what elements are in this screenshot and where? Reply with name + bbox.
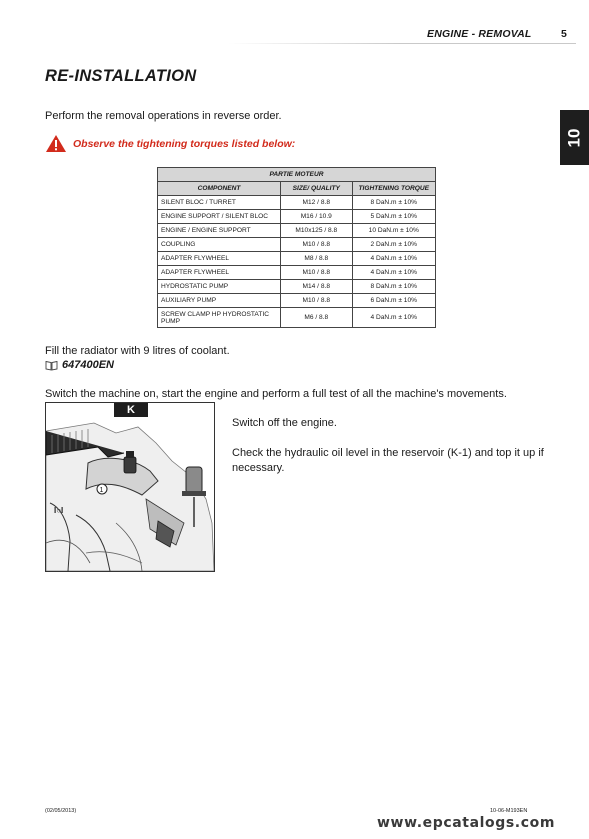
table-row	[158, 224, 436, 238]
cell-component: ADAPTER FLYWHEEL	[158, 266, 281, 280]
cell-size: M8 / 8.8	[281, 252, 352, 266]
test-text: Switch the machine on, start the engine and perform a full test of all the machine's movements.	[45, 388, 507, 400]
cell-torque: 8 DaN.m ± 10%	[352, 196, 435, 210]
torque-table	[157, 167, 436, 328]
cell-size: M10 / 8.8	[281, 266, 352, 280]
cell-size: M10 / 8.8	[281, 238, 352, 252]
cell-torque: 4 DaN.m ± 10%	[352, 252, 435, 266]
warning-text: Observe the tightening torques listed below:	[73, 137, 296, 150]
header-title: ENGINE - REMOVAL	[427, 28, 532, 40]
column-header-component: COMPONENT	[158, 182, 281, 196]
cell-torque: 4 DaN.m ± 10%	[352, 308, 435, 328]
figure-symbol: I○I	[54, 506, 64, 515]
cell-component: AUXILIARY PUMP	[158, 294, 281, 308]
cell-size: M6 / 8.8	[281, 308, 352, 328]
table-row	[158, 210, 436, 224]
column-header-torque: TIGHTENING TORQUE	[352, 182, 435, 196]
instruction-switch-off: Switch off the engine.	[232, 417, 337, 429]
cell-size: M10 / 8.8	[281, 294, 352, 308]
cell-component: SCREW CLAMP HP HYDROSTATIC PUMP	[158, 308, 281, 328]
cell-size: M12 / 8.8	[281, 196, 352, 210]
header-rule-fade	[228, 43, 400, 44]
machine-drawing	[46, 403, 214, 571]
reference-code: 647400EN	[62, 359, 114, 371]
cell-torque: 5 DaN.m ± 10%	[352, 210, 435, 224]
figure-label: K	[114, 403, 148, 417]
chapter-tab	[560, 110, 589, 165]
intro-text: Perform the removal operations in reverse order.	[45, 110, 282, 122]
cell-torque: 8 DaN.m ± 10%	[352, 280, 435, 294]
cell-size: M10x125 / 8.8	[281, 224, 352, 238]
table-row	[158, 196, 436, 210]
cell-component: COUPLING	[158, 238, 281, 252]
cell-component: SILENT BLOC / TURRET	[158, 196, 281, 210]
cell-component: ADAPTER FLYWHEEL	[158, 252, 281, 266]
page-number: 5	[561, 28, 567, 40]
cell-component: HYDROSTATIC PUMP	[158, 280, 281, 294]
table-row	[158, 294, 436, 308]
book-icon	[45, 360, 58, 371]
coolant-text: Fill the radiator with 9 litres of coolant.	[45, 345, 230, 357]
table-row	[158, 280, 436, 294]
warning-notice	[45, 134, 295, 153]
cell-component: ENGINE / ENGINE SUPPORT	[158, 224, 281, 238]
table-row	[158, 252, 436, 266]
header-rule	[400, 43, 576, 44]
cell-component: ENGINE SUPPORT / SILENT BLOC	[158, 210, 281, 224]
warning-triangle-icon	[45, 134, 67, 153]
figure-k	[45, 402, 215, 572]
chapter-number: 10	[564, 128, 584, 147]
cell-size: M16 / 10.9	[281, 210, 352, 224]
instruction-check-oil: Check the hydraulic oil level in the reservoir (K-1) and top it up if necessary.	[232, 447, 544, 474]
cell-size: M14 / 8.8	[281, 280, 352, 294]
table-row	[158, 238, 436, 252]
cell-torque: 10 DaN.m ± 10%	[352, 224, 435, 238]
footer-code: 10-06-M193EN	[490, 808, 528, 814]
section-title: RE-INSTALLATION	[45, 67, 197, 85]
cell-torque: 4 DaN.m ± 10%	[352, 266, 435, 280]
column-header-size: SIZE/ QUALITY	[281, 182, 352, 196]
cell-torque: 2 DaN.m ± 10%	[352, 238, 435, 252]
table-row	[158, 266, 436, 280]
table-row	[158, 308, 436, 328]
cell-torque: 6 DaN.m ± 10%	[352, 294, 435, 308]
watermark-link[interactable]: www.epcatalogs.com	[377, 815, 556, 831]
footer-date: (02/05/2013)	[45, 808, 77, 814]
figure-callout-1: 1	[99, 487, 104, 494]
table-group-header: PARTIE MOTEUR	[158, 168, 436, 182]
reference-link[interactable]	[45, 359, 114, 371]
